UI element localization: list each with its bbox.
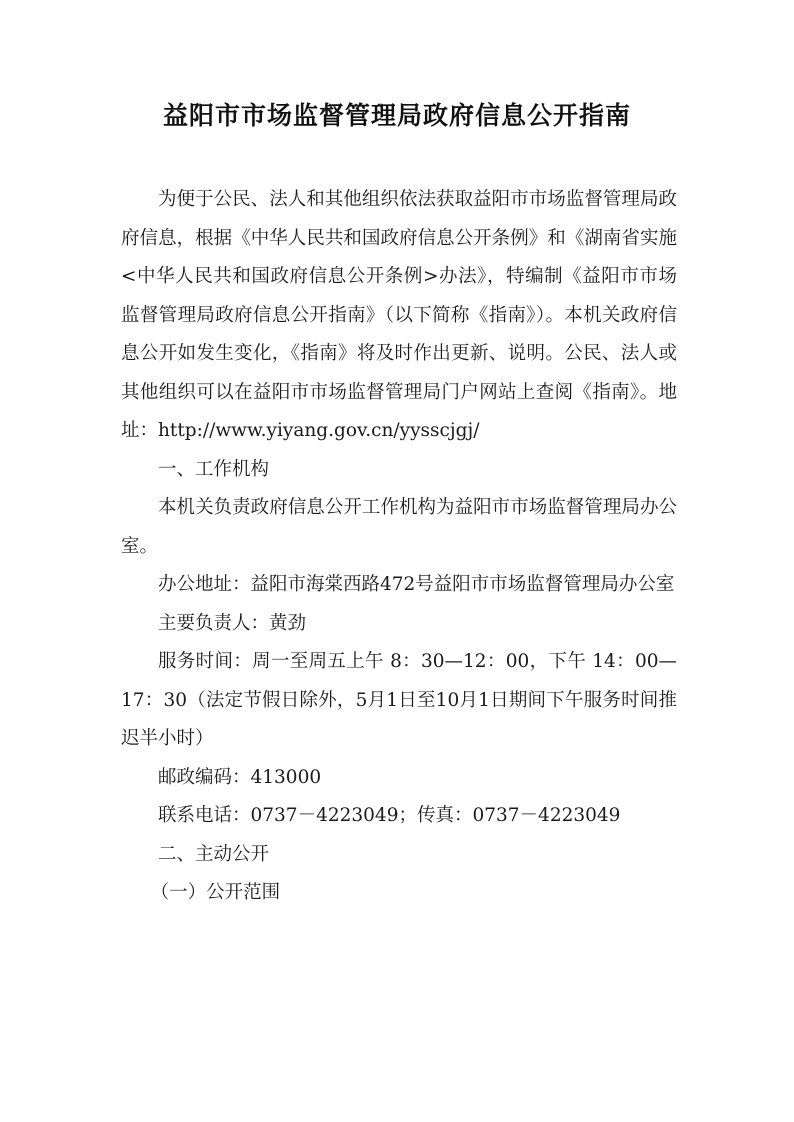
section-heading-work-agency: 一、工作机构: [158, 458, 270, 480]
intro-paragraph: 为便于公民、法人和其他组织依法获取益阳市市场监督管理局政府信息，根据《中华人民共和国政府信息公开条例》和《湖南省实施<中华人民共和国政府信息公开条例>办法》，特编制《益阳市市场监督管理局政府信息公开指南》（以下简称《指南》）。本机关政府信息公开如发生变化，《指南》将及时作出更新、说明。公民、法人或其他组织可以在益阳市市场监督管理局门户网站上查阅《指南》。地址：http://www.yiyang.gov.cn/yysscjgj/: [121, 189, 677, 441]
service-hours: 服务时间：周一至周五上午 8：30—12：00，下午 14：00—17：30（法定节假日除外，5月1日至10月1日期间下午服务时间推迟半小时）: [121, 651, 677, 749]
document-title: 益阳市市场监督管理局政府信息公开指南: [162, 101, 631, 130]
principal-person: 主要负责人：黄劲: [158, 612, 307, 634]
section-heading-proactive-disclosure: 二、主动公开: [158, 843, 270, 865]
postal-code: 邮政编码：413000: [158, 766, 322, 788]
contact-phone-fax: 联系电话：0737－4223049；传真：0737－4223049: [158, 805, 621, 826]
document-body: [121, 181, 677, 913]
work-agency-paragraph: 本机关负责政府信息公开工作机构为益阳市市场监督管理局办公室。: [121, 497, 677, 557]
subsection-heading-scope: （一）公开范围: [150, 882, 281, 903]
office-address: 办公地址：益阳市海棠西路472号益阳市市场监督管理局办公室: [158, 574, 675, 595]
